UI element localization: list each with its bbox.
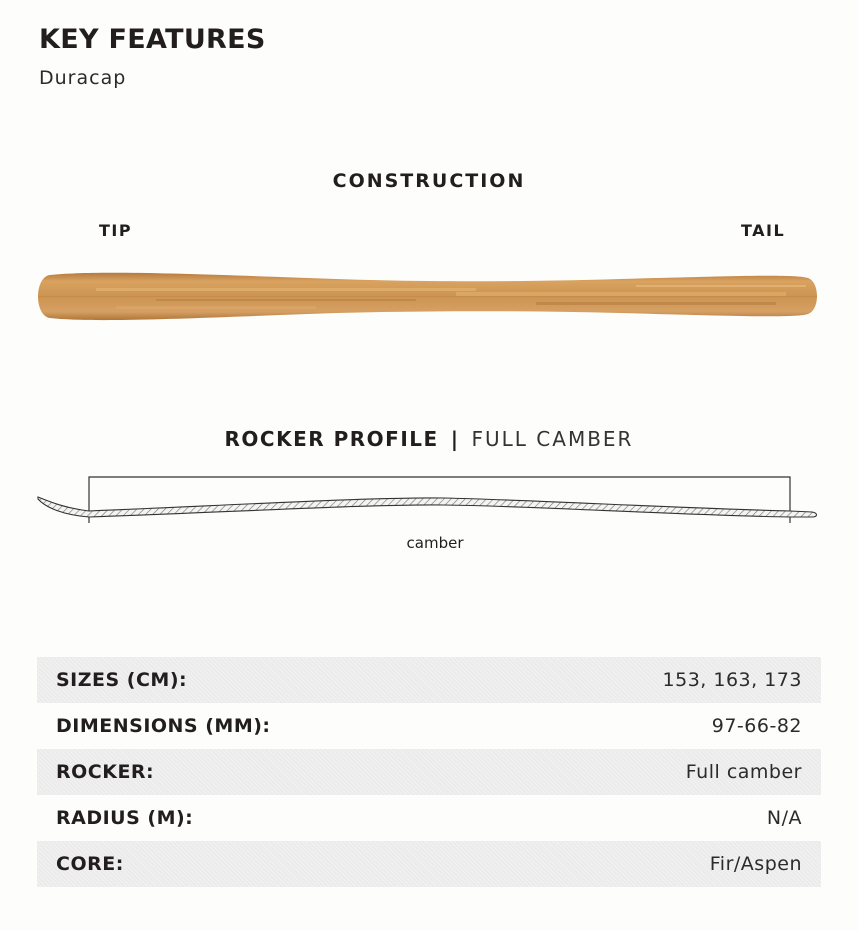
spec-value: 153, 163, 173 <box>662 669 802 691</box>
spec-row-core <box>37 841 821 887</box>
rocker-profile-heading <box>0 427 858 451</box>
tail-label: TAIL <box>741 221 786 240</box>
spec-label: ROCKER: <box>56 761 155 783</box>
rocker-profile-type: FULL CAMBER <box>471 427 634 451</box>
spec-row-sizes <box>37 657 821 703</box>
spec-row-radius <box>37 795 821 841</box>
spec-value: Full camber <box>685 761 802 783</box>
spec-label: RADIUS (M): <box>56 807 194 829</box>
rocker-profile-label: ROCKER PROFILE <box>224 427 439 451</box>
spec-label: CORE: <box>56 853 124 875</box>
spec-label: DIMENSIONS (MM): <box>56 715 271 737</box>
construction-heading: CONSTRUCTION <box>332 170 526 192</box>
spec-row-dimensions <box>37 703 821 749</box>
ski-base-profile <box>38 497 817 517</box>
ski-core-illustration <box>36 266 822 328</box>
page-subtitle: Duracap <box>39 67 127 89</box>
tip-label: TIP <box>99 221 133 240</box>
heading-separator: | <box>450 427 460 451</box>
spec-value: Fir/Aspen <box>709 853 802 875</box>
camber-profile-diagram <box>34 470 824 530</box>
specs-table <box>37 657 821 887</box>
spec-value: 97-66-82 <box>711 715 802 737</box>
page-title: KEY FEATURES <box>39 24 266 55</box>
spec-value: N/A <box>766 807 802 829</box>
camber-label: camber <box>406 534 464 552</box>
spec-row-rocker <box>37 749 821 795</box>
spec-label: SIZES (CM): <box>56 669 188 691</box>
